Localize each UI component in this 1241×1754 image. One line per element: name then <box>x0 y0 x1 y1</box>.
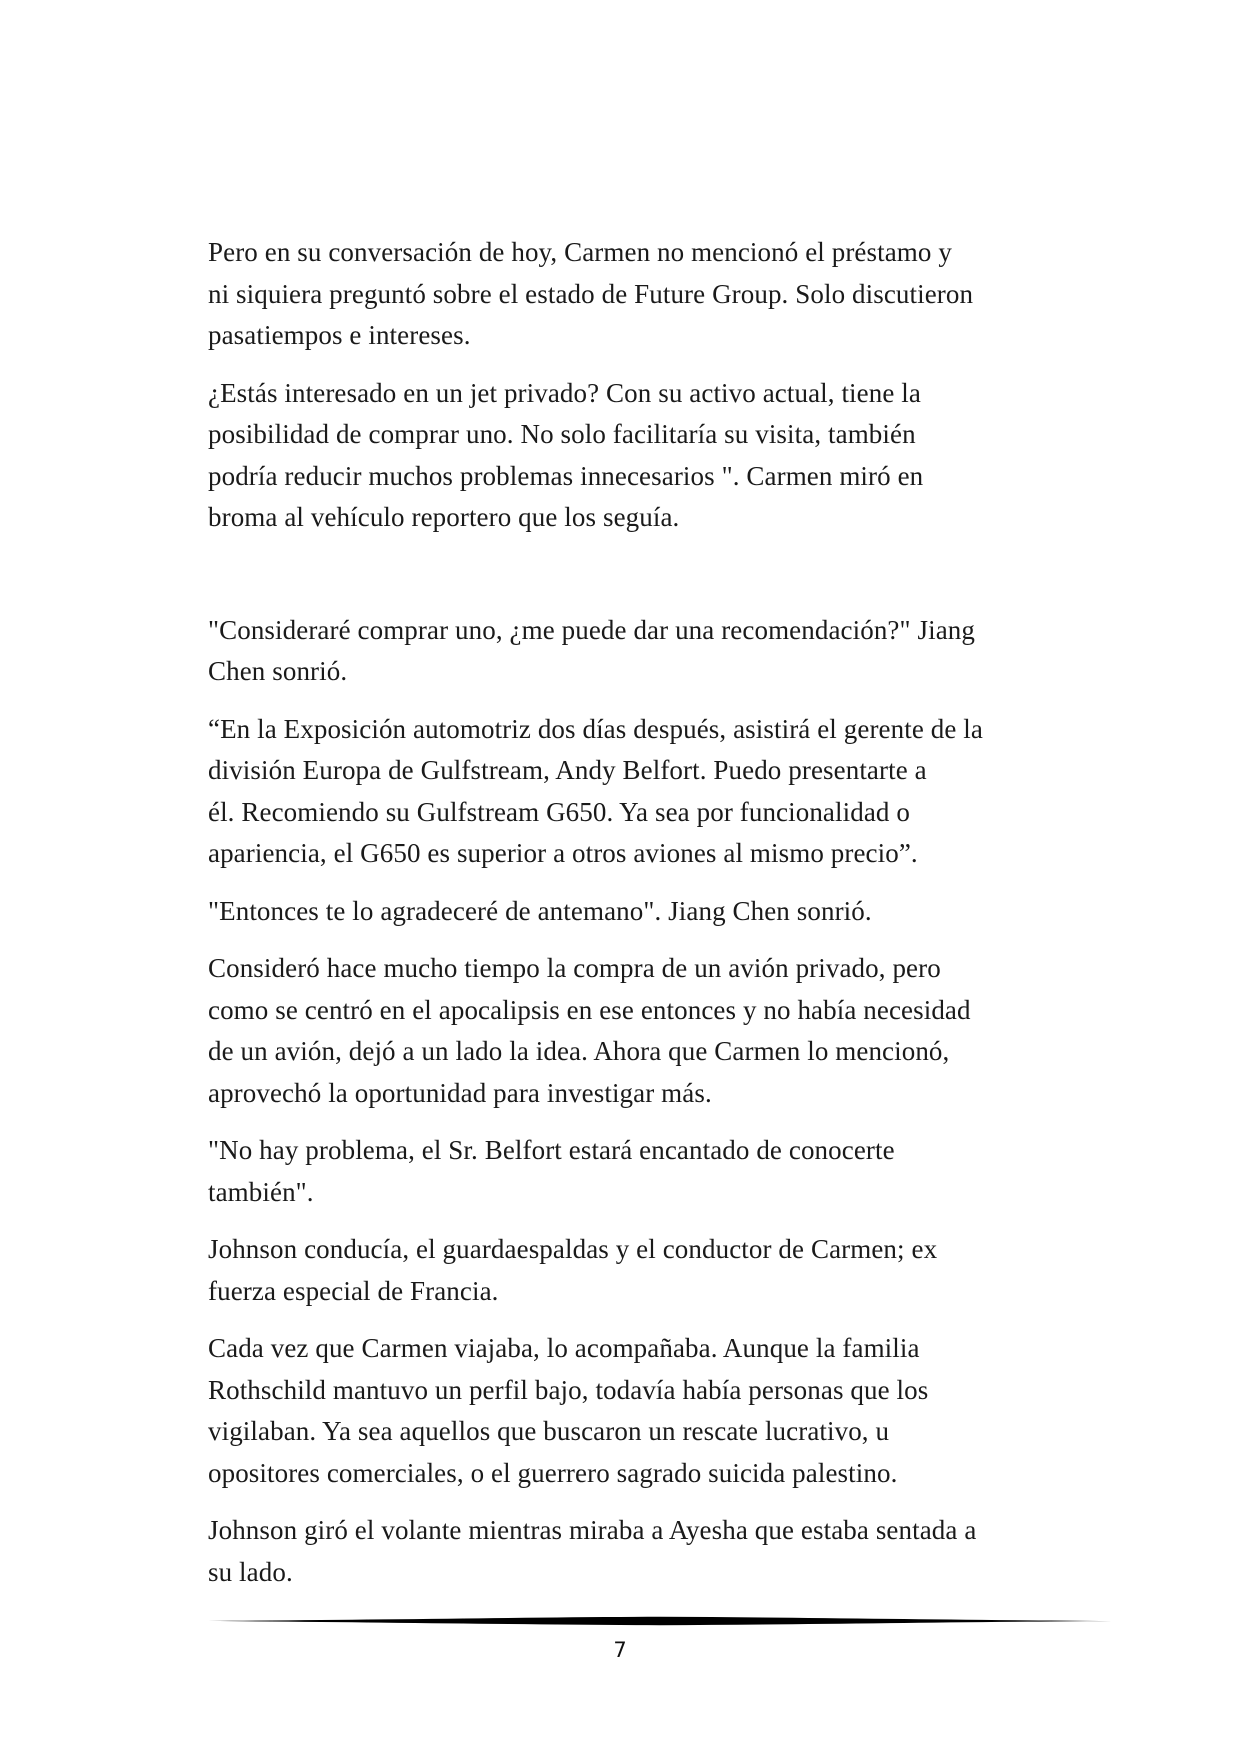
text-line: su lado. <box>208 1556 293 1587</box>
footer-divider <box>208 1613 1112 1629</box>
paragraph <box>208 1328 1078 1494</box>
text-line: pasatiempos e intereses. <box>208 320 471 350</box>
text-line: Chen sonrió. <box>208 656 348 686</box>
text-line: también". <box>208 1176 314 1207</box>
paragraph <box>208 948 1078 1114</box>
text-line: Johnson giró el volante mientras miraba a Ayesha que estaba sentada a <box>208 1515 977 1545</box>
body-text <box>208 232 1078 1609</box>
text-line: Rothschild mantuvo un perfil bajo, todavía había personas que los <box>208 1374 929 1405</box>
paragraph <box>208 1510 1078 1593</box>
paragraph <box>208 610 1078 693</box>
paragraph <box>208 1130 1078 1213</box>
text-line: como se centró en el apocalipsis en ese entonces y no había necesidad <box>208 994 971 1025</box>
paragraph <box>208 891 1078 933</box>
text-line: división Europa de Gulfstream, Andy Belfort. Puedo presentarte a <box>208 755 927 785</box>
text-line: "Consideraré comprar uno, ¿me puede dar una recomendación?" Jiang <box>208 614 975 645</box>
text-line: podría reducir muchos problemas innecesarios ". Carmen miró en <box>208 460 924 491</box>
text-line: Cada vez que Carmen viajaba, lo acompañaba. Aunque la familia <box>208 1333 920 1363</box>
text-line: Johnson conducía, el guardaespaldas y el conductor de Carmen; ex <box>208 1234 938 1264</box>
text-line: “En la Exposición automotriz dos días después, asistirá el gerente de la <box>208 713 983 744</box>
text-line: de un avión, dejó a un lado la idea. Ahora que Carmen lo mencionó, <box>208 1036 950 1066</box>
text-line: vigilaban. Ya sea aquellos que buscaron un rescate lucrativo, u <box>208 1416 890 1446</box>
text-line: ¿Estás interesado en un jet privado? Con su activo actual, tiene la <box>208 377 921 408</box>
text-line: opositores comerciales, o el guerrero sagrado suicida palestino. <box>208 1457 898 1488</box>
text-line: posibilidad de comprar uno. No solo facilitaría su visita, también <box>208 419 916 449</box>
paragraph <box>208 232 1078 357</box>
text-line: apariencia, el G650 es superior a otros aviones al mismo precio”. <box>208 838 918 868</box>
paragraph <box>208 709 1078 875</box>
text-line: aprovechó la oportunidad para investigar más. <box>208 1077 712 1108</box>
text-line: fuerza especial de Francia. <box>208 1275 499 1306</box>
text-line: broma al vehículo reportero que los seguía. <box>208 502 680 532</box>
text-line: ni siquiera preguntó sobre el estado de Future Group. Solo discutieron <box>208 278 974 309</box>
text-line: él. Recomiendo su Gulfstream G650. Ya sea por funcionalidad o <box>208 796 910 827</box>
text-line: Consideró hace mucho tiempo la compra de un avión privado, pero <box>208 953 941 983</box>
text-line: Pero en su conversación de hoy, Carmen no mencionó el préstamo y <box>208 237 952 267</box>
paragraph <box>208 373 1078 539</box>
text-line: "Entonces te lo agradeceré de antemano". Jiang Chen sonrió. <box>208 895 872 926</box>
page-number: 7 <box>613 1638 627 1662</box>
paragraph <box>208 1229 1078 1312</box>
text-line: "No hay problema, el Sr. Belfort estará encantado de conocerte <box>208 1135 895 1165</box>
